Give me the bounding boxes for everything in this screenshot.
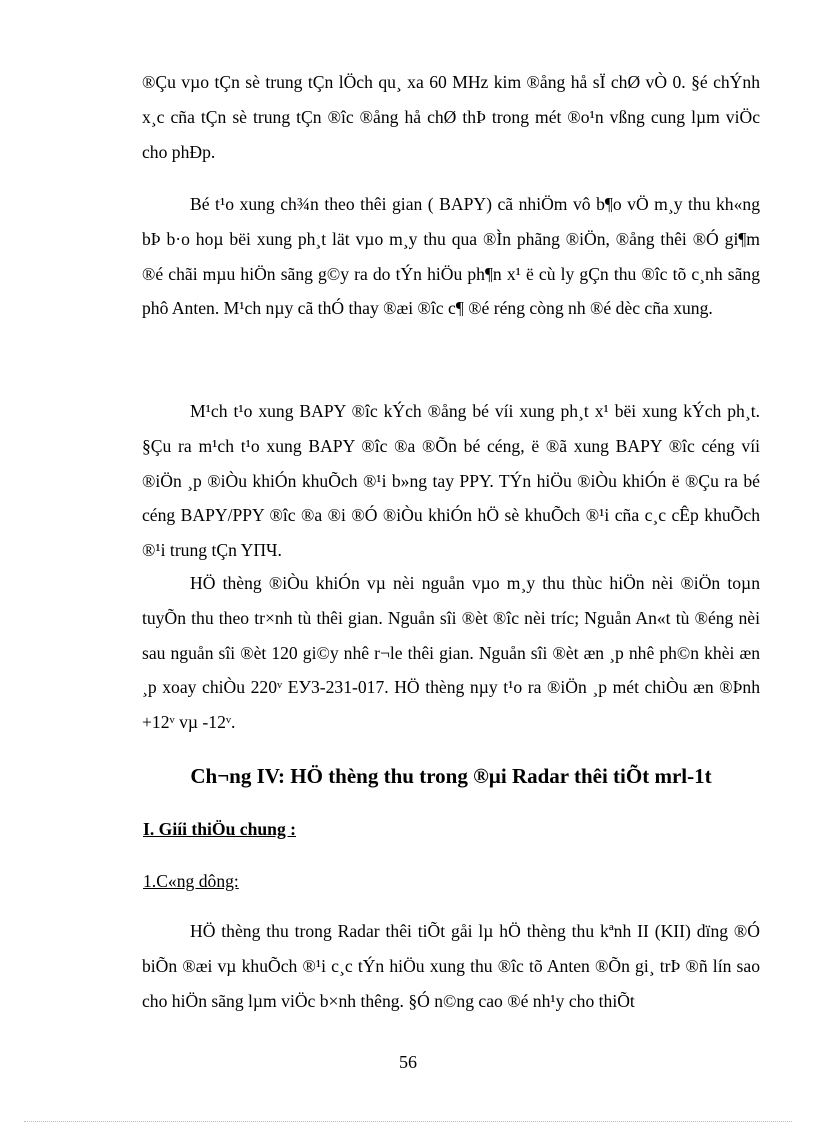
paragraph-4: HÖ thèng ®iÒu khiÓn vµ nèi nguån vµo m¸y thu thùc hiÖn nèi ®iÖn toµn tuyÕn thu theo tr×nh tù thêi gian. Nguån sîi ®èt ®îc nèi tríc; Nguån An«t tù ®éng nèi sau nguån sîi ®èt 120 gi©y nhê r¬le thêi gian. Nguån sîi ®èt æn ¸p nhê ph©n khèi æn ¸p xoay chiÒu 220ᵛ ЕУ3-231-017. HÖ thèng nµy t¹o ra ®iÖn ¸p mét chiÒu æn ®Þnh +12ᵛ vµ -12ᵛ. xyxy=(142,573,760,733)
page-number: 56 xyxy=(399,1052,417,1072)
paragraph-1: ®Çu vµo tÇn sè trung tÇn lÖch qu¸ xa 60 MHz kim ®ång hå sÏ chØ vÒ 0. §é chÝnh x¸c cña tÇn sè trung tÇn ®îc ®ång hå chØ thÞ trong mét ®o¹n vßng cung lµm viÖc cho phÐp. xyxy=(142,72,760,162)
subsection-heading: 1.C«ng dông: xyxy=(143,871,239,891)
paragraph-3: M¹ch t¹o xung BAPY ®îc kÝch ®ång bé víi xung ph¸t x¹ bëi xung kÝch ph¸t. §Çu ra m¹ch t¹o xung BAPY ®îc ®a ®Õn bé céng, ë ®ã xung BAPY ®îc céng víi ®iÖn ¸p ®iÒu khiÓn khuÕch ®¹i b»ng tay PPY. TÝn hiÖu ®iÒu khiÓn ë ®Çu ra bé céng BAPY/PPY ®îc ®a ®i ®Ó ®iÒu khiÓn hÖ sè khuÕch ®¹i cña c¸c cÊp khuÕch ®¹i trung tÇn YПЧ. xyxy=(142,401,760,561)
footer-divider xyxy=(24,1121,792,1122)
section-heading: I. Giíi thiÖu chung : xyxy=(143,819,297,839)
paragraph-5: HÖ thèng thu trong Radar thêi tiÕt gåi lµ hÖ thèng thu kªnh II (KII) dïng ®Ó biÕn ®æi vµ khuÕch ®¹i c¸c tÝn hiÖu xung thu ®îc tõ Anten ®Õn gi¸ trÞ ®ñ lín sao cho hiÖn sãng lµm viÖc b×nh thêng. §Ó n©ng cao ®é nh¹y cho thiÕt xyxy=(142,921,760,1011)
paragraph-2: Bé t¹o xung ch¾n theo thêi gian ( BAPY) cã nhiÖm vô b¶o vÖ m¸y thu kh«ng bÞ b·o hoµ bëi xung ph¸t lät vµo m¸y thu qua ®Ìn phãng ®iÖn, ®ång thêi ®Ó gi¶m ®é chãi mµu hiÖn sãng g©y ra do tÝn hiÖu ph¶n x¹ ë cù ly gÇn thu ®îc tõ c¸nh sãng phô Anten. M¹ch nµy cã thÓ thay ®æi ®îc c¶ ®é réng còng nh ®é dèc cña xung. xyxy=(142,194,760,319)
chapter-heading: Ch¬ng IV: HÖ thèng thu trong ®µi Radar thêi tiÕt mrl-1t xyxy=(190,764,712,788)
